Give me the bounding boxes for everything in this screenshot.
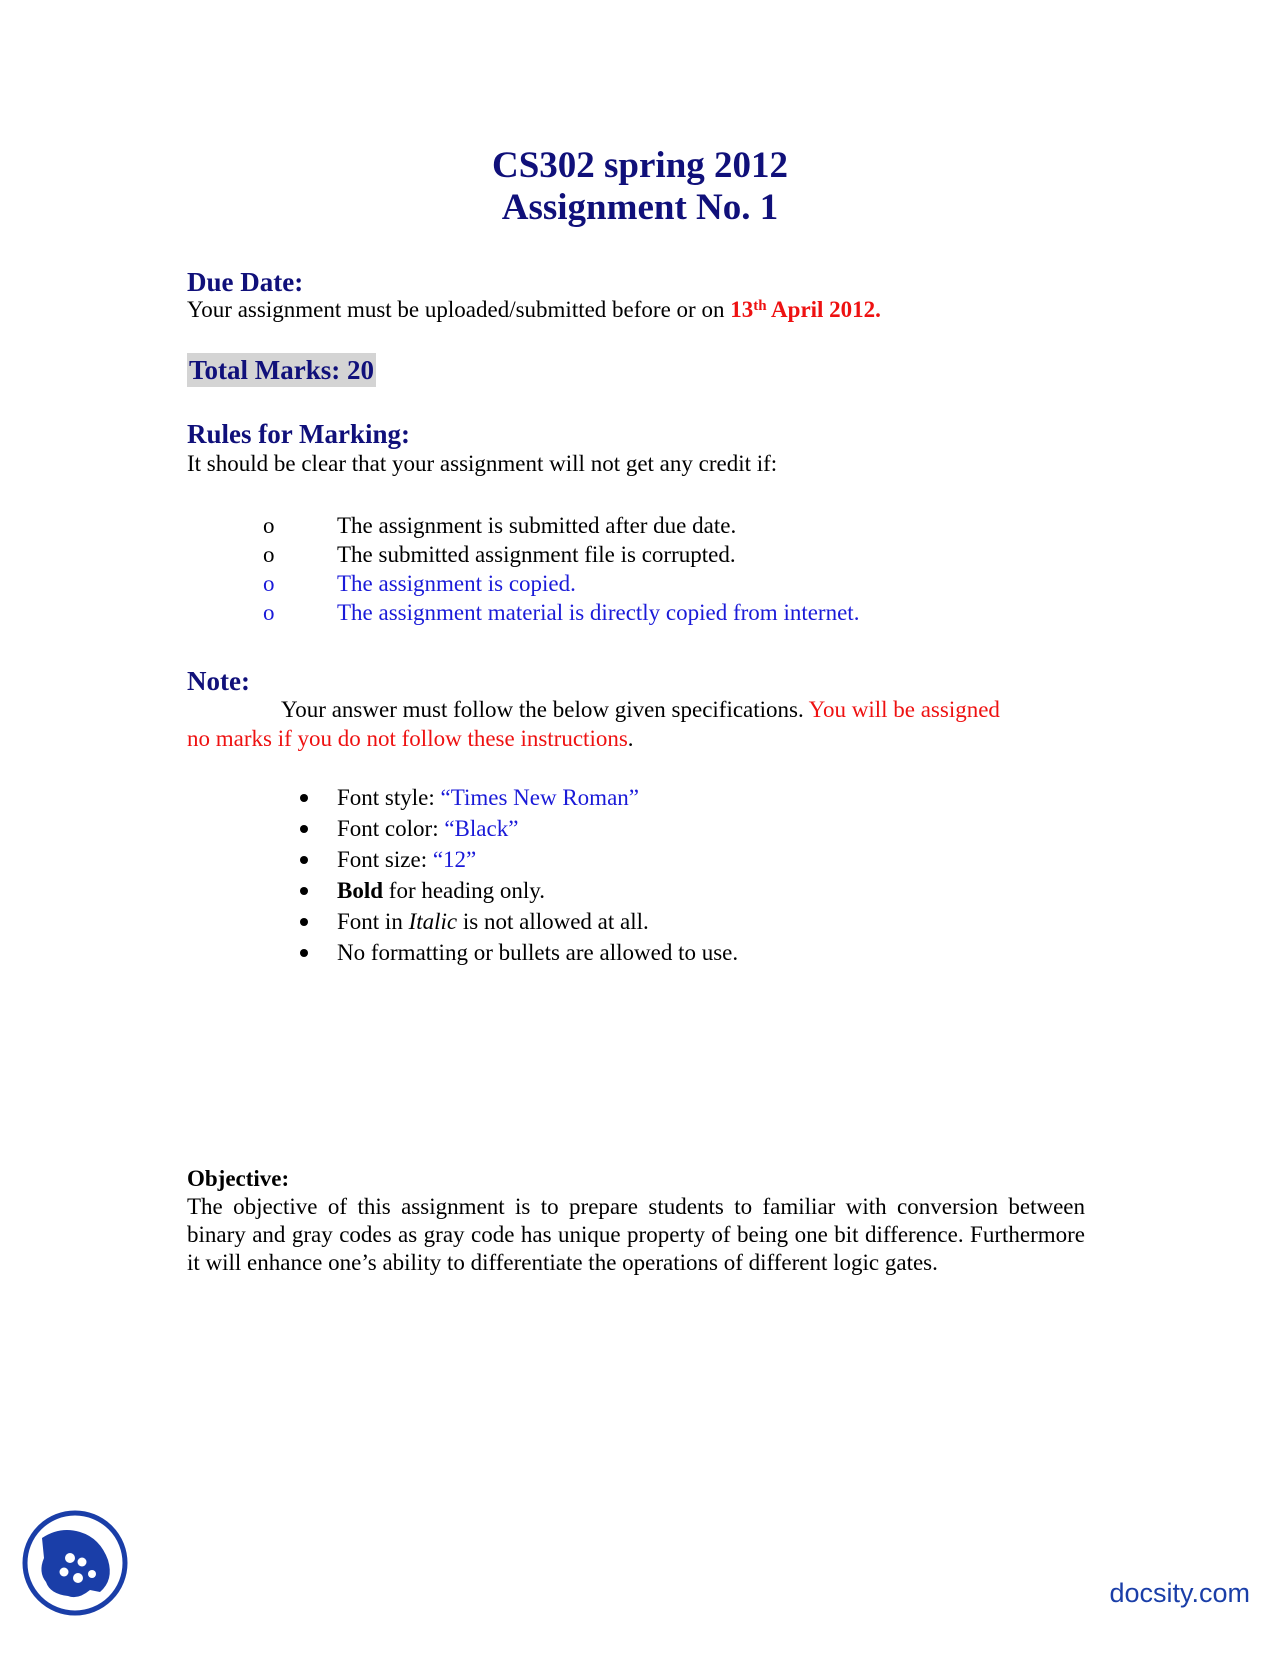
rule-text: The assignment is copied. — [337, 571, 576, 596]
spec-text — [337, 784, 639, 812]
spec-text — [337, 846, 476, 874]
rule-marker: o — [263, 513, 275, 538]
objective-text: The objective of this assignment is to prepare students to familiar with conversion between binary and gray codes as gray code has unique property of being one bit difference. Furthermore it will enhance one’s ability to differentiate the operations of different logic gates. — [187, 1194, 1085, 1275]
due-date-sentence: Your assignment must be uploaded/submitted before or on — [187, 297, 731, 322]
spec-italic-post: is not allowed at all. — [457, 909, 649, 934]
objective-heading: Objective: — [187, 1166, 290, 1191]
rules-heading: Rules for Marking: — [187, 419, 410, 449]
due-date-day — [730, 297, 881, 322]
due-day-number: 13 — [730, 297, 754, 322]
rule-marker: o — [263, 571, 275, 596]
title-course: CS302 spring 2012 — [491, 145, 789, 186]
note-line-2 — [187, 725, 634, 753]
due-date-text — [187, 296, 881, 324]
due-day-suffix: th — [753, 298, 767, 314]
spec-value: “Black” — [444, 816, 519, 841]
rule-text: The assignment material is directly copied from internet. — [337, 600, 860, 625]
bullet-icon — [300, 887, 308, 895]
total-marks: Total Marks: 20 — [189, 355, 375, 385]
spec-text: No formatting or bullets are allowed to use. — [337, 940, 739, 965]
note-plain: Your answer must follow the below given specifications. — [281, 697, 809, 722]
spec-text — [337, 877, 545, 905]
spec-italic-word: Italic — [408, 909, 458, 934]
rule-text: The submitted assignment file is corrupted. — [337, 542, 736, 567]
rule-marker: o — [263, 542, 275, 567]
spec-label: Font size: — [337, 847, 433, 872]
docsity-logo-icon — [20, 1508, 130, 1618]
spec-bold-word: Bold — [337, 878, 384, 903]
spec-value: “12” — [432, 847, 477, 872]
bullet-icon — [300, 856, 308, 864]
note-line-1 — [281, 696, 1000, 724]
bullet-icon — [300, 949, 308, 957]
title-assignment: Assignment No. 1 — [501, 187, 779, 228]
spec-value: “Times New Roman” — [440, 785, 639, 810]
due-month-year: April 2012. — [766, 297, 881, 322]
rule-marker: o — [263, 600, 275, 625]
due-date-heading: Due Date: — [187, 267, 304, 297]
note-warning-1: You will be assigned — [808, 697, 1000, 722]
rules-intro: It should be clear that your assignment will not get any credit if: — [187, 451, 778, 476]
total-marks-heading — [187, 354, 376, 386]
spec-italic-pre: Font in — [337, 909, 409, 934]
spec-label: Font style: — [337, 785, 441, 810]
note-warning-2: no marks if you do not follow these instructions — [187, 726, 628, 751]
rule-text: The assignment is submitted after due date. — [337, 513, 737, 538]
bullet-icon — [300, 794, 308, 802]
spec-text — [337, 815, 518, 843]
spec-bold-rest: for heading only. — [383, 878, 546, 903]
docsity-brand[interactable]: docsity.com — [1109, 1578, 1250, 1608]
note-heading: Note: — [187, 666, 250, 696]
spec-label: Font color: — [337, 816, 445, 841]
bullet-icon — [300, 825, 308, 833]
bullet-icon — [300, 918, 308, 926]
note-period: . — [627, 726, 634, 751]
spec-text — [337, 908, 649, 936]
